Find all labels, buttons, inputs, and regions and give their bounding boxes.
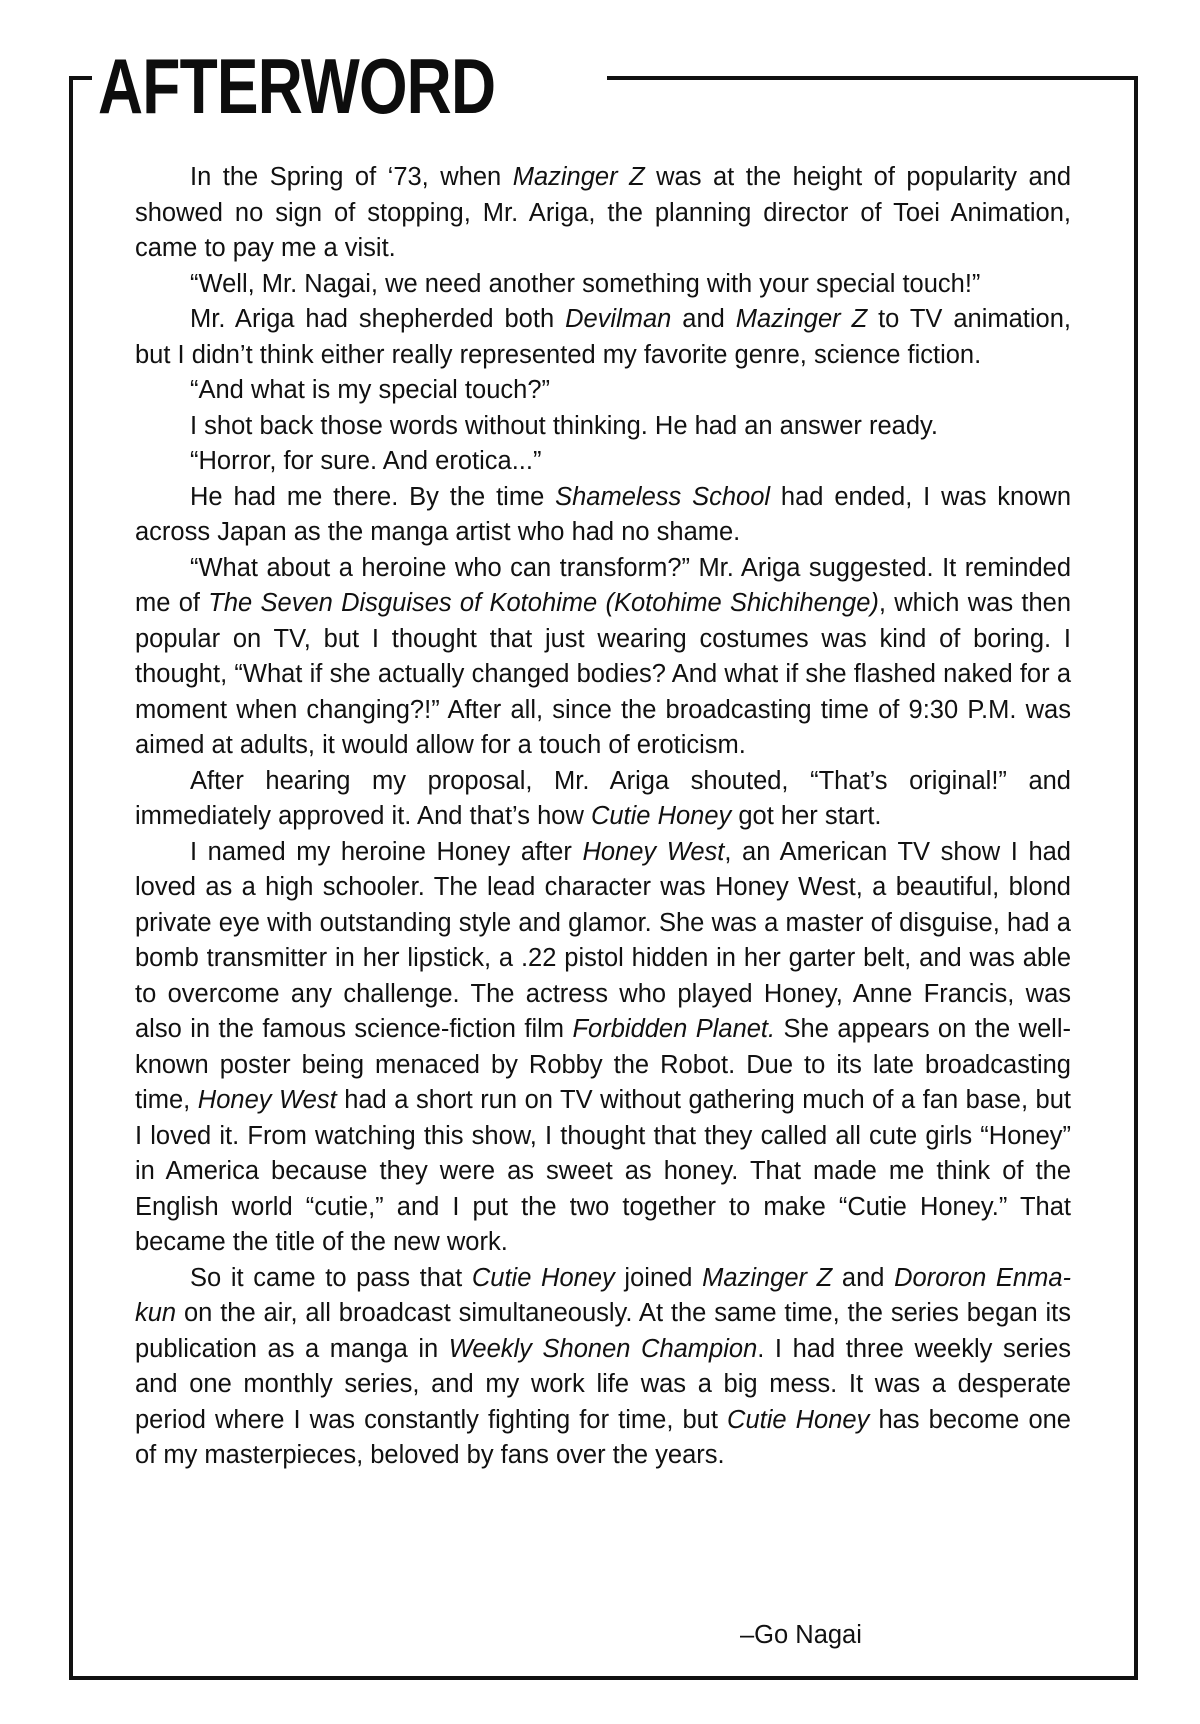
paragraph-text: In the Spring of ‘73, when [190,163,513,191]
paragraph-text: After hearing my proposal, Mr. Ariga shouted, “That’s original!” and immediately approved it. And that’s how [135,766,1071,830]
paragraph [135,764,1071,835]
paragraph-text: I named my heroine Honey after [190,837,583,866]
paragraph [135,835,1071,1261]
paragraph-text: I shot back those words without thinking. He had an answer ready. [190,411,938,440]
paragraph-text: He had me there. By the time [190,482,556,511]
paragraph [135,409,1071,445]
paragraph [135,267,1071,303]
paragraph-text: and [671,305,736,333]
afterword-body [135,160,1071,1474]
paragraph [135,551,1071,764]
paragraph-text: joined [614,1263,703,1292]
paragraph-text: So it came to pass that [190,1263,472,1292]
paragraph-text: “What about a heroine who can transform?” Mr. Ariga suggested. It reminded me of [135,553,1071,617]
paragraph-text: was at the height of popularity and showed no sign of stopping, Mr. Ariga, the planning director of Toei Animation, came to pay me a visit. [135,163,1071,262]
italic-title-text: Mazinger Z [735,305,868,333]
paragraph-text: “Horror, for sure. And erotica...” [190,447,542,475]
italic-title-text: The Seven Disguises of Kotohime (Kotohime Shichihenge) [208,589,879,617]
paragraph-text: got her start. [731,802,882,830]
paragraph-text: . I had three weekly series and one monthly series, and my work life was a big mess. It was a desperate period where I was constantly fighting for time, but [135,1334,1071,1434]
italic-title-text: Cutie Honey [590,802,732,830]
italic-title-text: Mazinger Z [512,163,645,191]
paragraph [135,302,1071,373]
italic-title-text: Forbidden Planet. [572,1015,776,1043]
italic-title-text: Devilman [565,305,672,333]
paragraph [135,1261,1071,1474]
italic-title-text: Mazinger Z [702,1263,833,1292]
italic-title-text: Cutie Honey [727,1405,870,1434]
page-title: AFTERWORD [98,42,496,130]
paragraph-text: has become one of my masterpieces, beloved by fans over the years. [135,1405,1071,1469]
italic-title-text: Honey West [197,1086,337,1114]
paragraph [135,480,1071,551]
paragraph-text: Mr. Ariga had shepherded both [190,305,566,333]
title-block [92,38,607,134]
italic-title-text: Honey West [582,837,725,866]
paragraph-text: had a short run on TV without gathering much of a fan base, but I loved it. From watching this show, I thought that they called all cute girls “Honey” in America because they were as sweet as honey. That made me think of the English world “cutie,” and I put the two together to make “Cutie Honey.” That became the title of the new work. [135,1086,1072,1256]
paragraph-text: had ended, I was known across Japan as the manga artist who had no shame. [135,482,1072,546]
author-signature: –Go Nagai [740,1621,862,1649]
paragraph-text: on the air, all broadcast simultaneously. At the same time, the series began its publication as a manga in [135,1299,1071,1363]
paragraph-text: She appears on the well-known poster being menaced by Robby the Robot. Due to its late broadcasting time, [135,1015,1071,1114]
italic-title-text: Cutie Honey [471,1263,615,1292]
paragraph-text: , an American TV show I had loved as a high schooler. The lead character was Honey West, a beautiful, blond private eye with outstanding style and glamor. She was a master of disguise, had a bomb transmitter in her lipstick, a .22 pistol hidden in her garter belt, and was able to overcome any challenge. The actress who played Honey, Anne Francis, was also in the famous science-fiction film [135,837,1071,1043]
paragraph-text: to TV animation, but I didn’t think either really represented my favorite genre, science fiction. [135,305,1071,369]
paragraph-text: and [832,1263,895,1292]
paragraph [135,160,1071,267]
paragraph-text: , which was then popular on TV, but I thought that just wearing costumes was kind of boring. I thought, “What if she actually changed bodies? And what if she flashed naked for a moment when changing?!” After all, since the broadcasting time of 9:30 P.M. was aimed at adults, it would allow for a touch of eroticism. [135,589,1071,759]
paragraph-text: “Well, Mr. Nagai, we need another something with your special touch!” [190,269,981,298]
paragraph-text: “And what is my special touch?” [190,376,550,404]
italic-title-text: Dororon Enma-kun [135,1263,1072,1327]
paragraph [135,444,1071,480]
italic-title-text: Weekly Shonen Champion [448,1334,758,1363]
paragraph [135,373,1071,409]
italic-title-text: Shameless School [555,482,771,511]
